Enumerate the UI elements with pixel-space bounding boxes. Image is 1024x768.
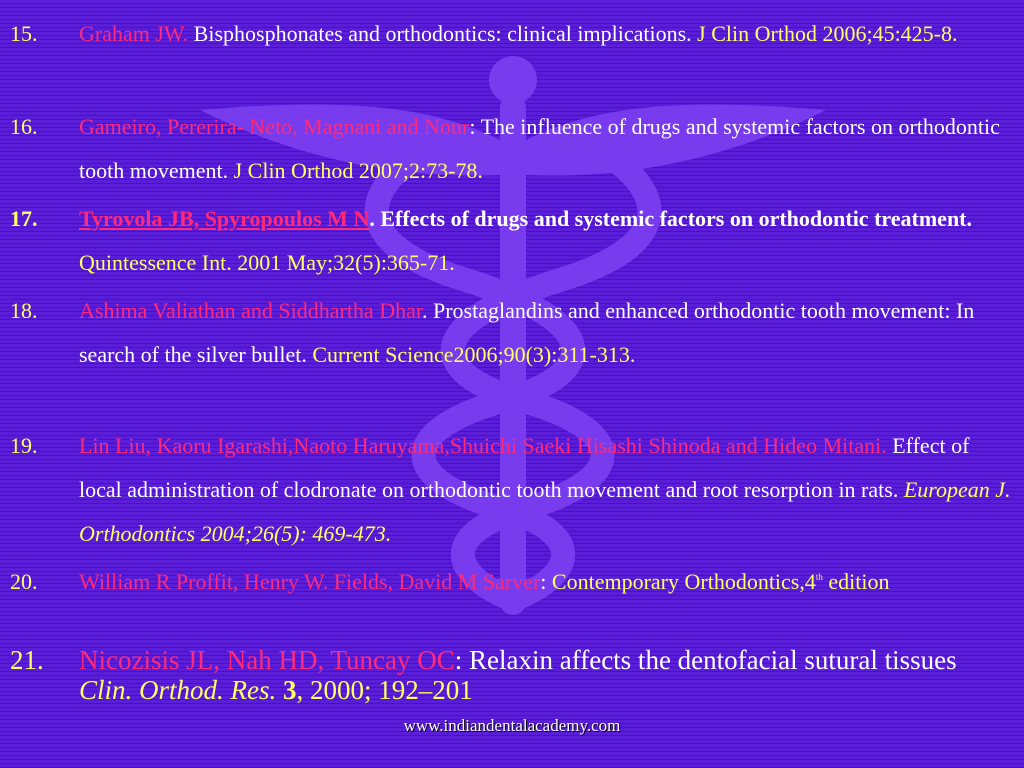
reference-number: 18. [10,298,38,323]
reference-title: : The influence of drugs and systemic factors on orthodontic tooth movement. [79,114,1000,183]
reference-authors: Lin Liu, Kaoru Igarashi,Naoto Haruyama,Shuichi Saeki Hisashi Shinoda and Hideo Mitani. [79,433,887,458]
reference-number: 19. [10,433,38,458]
reference-number: 15. [10,21,38,46]
reference-authors: Graham JW. [79,21,189,46]
reference-title: Effect of local administration of clodronate on orthodontic tooth movement and root resorption in rats. [79,433,970,502]
reference-authors: Nicozisis JL, Nah HD, Tuncay OC [79,645,455,675]
reference-text [79,105,1014,193]
reference-text [79,560,1014,604]
reference-text [79,197,1014,285]
reference-text [79,289,1014,377]
reference-citation: Contemporary Orthodontics,4 [551,569,816,594]
reference-number: 21. [10,645,44,675]
reference-authors: Ashima Valiathan and Siddhartha Dhar [79,298,422,323]
reference-text [79,424,1014,556]
reference-title: : [540,569,552,594]
edition-superscript: th [815,572,823,582]
reference-number: 16. [10,114,38,139]
reference-title: : Relaxin affects the dentofacial sutural tissues [454,645,957,675]
reference-title: . Prostaglandins and enhanced orthodontic tooth movement: In search of the silver bullet. [79,298,975,367]
reference-citation: Quintessence Int. 2001 May;32(5):365-71. [79,250,455,275]
footer-website: www.indiandentalacademy.com [403,716,621,735]
reference-authors: William R Proffit, Henry W. Fields, David M Sarver [79,569,541,594]
reference-title: Bisphosphonates and orthodontics: clinical implications. [188,21,698,46]
reference-text [79,645,1014,705]
reference-citation: European J. Orthodontics 2004;26(5): 469-473. [79,477,1011,546]
reference-citation-tail: edition [822,569,890,594]
reference-text [79,12,1014,56]
reference-citation: J Clin Orthod 2007;2:73-78. [233,158,483,183]
reference-title: . Effects of drugs and systemic factors on orthodontic treatment. [369,206,973,231]
reference-pages: , 2000; 192–201 [296,675,473,705]
reference-citation: J Clin Orthod 2006;45:425-8. [697,21,958,46]
reference-citation: Current Science2006;90(3):311-313. [312,342,636,367]
reference-journal: Clin. Orthod. Res. [79,675,277,705]
reference-separator [276,675,283,705]
reference-authors: Gameiro, Pererira- Neto, Magnani and Nour [79,114,470,139]
reference-volume: 3 [283,675,297,705]
reference-authors: Tyrovola JB, Spyropoulos M N [79,206,370,231]
reference-number: 17. [10,206,38,231]
reference-number: 20. [10,569,38,594]
